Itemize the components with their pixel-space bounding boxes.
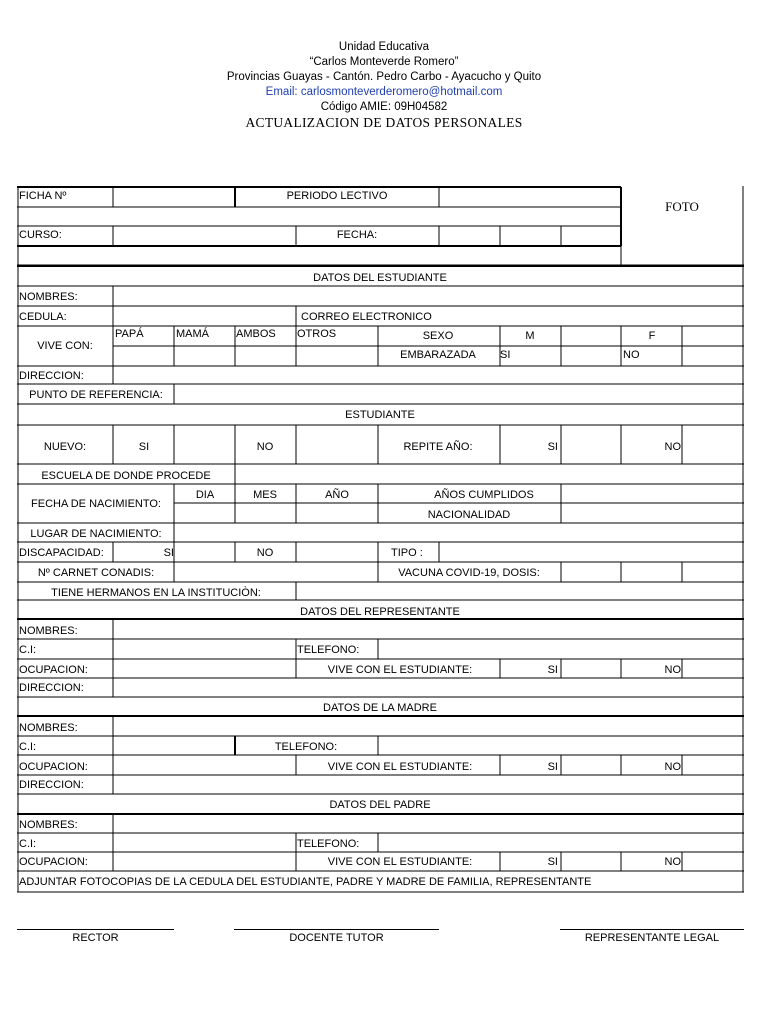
label-rep-nombres: NOMBRES: (19, 625, 78, 637)
label-periodo: PERIODO LECTIVO (286, 190, 388, 202)
label-m: M (525, 330, 535, 342)
school-label: Unidad Educativa (338, 41, 430, 53)
label-madre-nombres: NOMBRES: (19, 722, 78, 734)
label-repite-si: SI (547, 441, 558, 453)
label-nuevo: NUEVO: (43, 441, 87, 453)
label-punto-referencia: PUNTO DE REFERENCIA: (29, 389, 163, 401)
label-rep-telefono: TELEFONO: (297, 644, 360, 656)
label-padre-no: NO (664, 856, 681, 868)
school-amie: Código AMIE: 09H04582 (320, 101, 448, 113)
signature-representante-label: REPRESENTANTE LEGAL (584, 932, 720, 944)
label-padre-telefono: TELEFONO: (297, 838, 360, 850)
signature-docente (234, 929, 439, 944)
label-fecha-nacimiento: FECHA DE NACIMIENTO: (31, 498, 161, 510)
label-adjuntar: ADJUNTAR FOTOCOPIAS DE LA CEDULA DEL ESTUDIANTE, PADRE Y MADRE DE FAMILIA, REPRESENTANTE (19, 876, 592, 888)
label-mes: MES (253, 489, 277, 501)
label-embarazada-no: NO (623, 349, 640, 361)
label-conadis: Nº CARNET CONADIS: (37, 567, 155, 579)
label-embarazada: EMBARAZADA (400, 349, 476, 361)
label-repite-no: NO (664, 441, 681, 453)
label-anios-cumplidos: AÑOS CUMPLIDOS (434, 489, 534, 501)
label-tipo: TIPO : (391, 547, 423, 559)
section-datos-madre: DATOS DE LA MADRE (323, 702, 437, 714)
label-nombres: NOMBRES: (19, 291, 78, 303)
label-discapacidad-si: SI (163, 547, 174, 559)
signature-representante (560, 929, 744, 944)
section-estudiante: ESTUDIANTE (345, 409, 415, 421)
label-rep-direccion: DIRECCION: (19, 682, 84, 694)
label-hermanos: TIENE HERMANOS EN LA INSTITUCIÒN: (51, 587, 261, 599)
label-madre-ci: C.I: (19, 741, 37, 753)
school-address: Provincias Guayas - Cantón. Pedro Carbo - Ayacucho y Quito (226, 71, 542, 83)
label-repite: REPITE AÑO: (403, 441, 473, 453)
label-rep-ocupacion: OCUPACION: (19, 664, 88, 676)
label-rep-no: NO (664, 664, 681, 676)
label-ficha: FICHA Nº (19, 190, 67, 202)
page-title: ACTUALIZACION DE DATOS PERSONALES (245, 115, 523, 130)
signature-docente-label: DOCENTE TUTOR (289, 932, 384, 944)
label-mama: MAMÁ (176, 328, 209, 340)
label-padre-vive: VIVE CON EL ESTUDIANTE: (327, 856, 473, 868)
label-papa: PAPÁ (115, 328, 144, 340)
label-vacuna: VACUNA COVID-19, DOSIS: (398, 567, 540, 579)
label-nuevo-si: SI (138, 441, 150, 453)
label-rep-vive: VIVE CON EL ESTUDIANTE: (327, 664, 473, 676)
school-email: Email: carlosmonteverderomero@hotmail.com (265, 86, 503, 98)
label-dia: DIA (195, 489, 215, 501)
school-header (0, 40, 768, 130)
personal-data-form (17, 186, 744, 894)
label-anio: AÑO (325, 489, 349, 501)
label-nuevo-no: NO (256, 441, 274, 453)
label-cedula: CEDULA: (19, 311, 67, 323)
label-foto: FOTO (665, 199, 699, 214)
label-escuela: ESCUELA DE DONDE PROCEDE (41, 470, 211, 482)
label-madre-direccion: DIRECCION: (19, 779, 84, 791)
label-madre-telefono: TELEFONO: (274, 741, 338, 753)
label-discapacidad: DISCAPACIDAD: (19, 547, 104, 559)
label-direccion: DIRECCION: (19, 370, 84, 382)
label-discapacidad-no: NO (256, 547, 274, 559)
label-f: F (648, 330, 656, 342)
label-embarazada-si: SI (500, 349, 511, 361)
label-fecha: FECHA: (336, 229, 378, 241)
label-nacionalidad: NACIONALIDAD (427, 509, 511, 521)
label-padre-ci: C.I: (19, 838, 37, 850)
signature-rector (17, 929, 174, 944)
label-rep-ci: C.I: (19, 644, 37, 656)
section-datos-representante: DATOS DEL REPRESENTANTE (300, 606, 460, 618)
label-curso: CURSO: (19, 229, 62, 241)
label-correo: CORREO ELECTRONICO (301, 311, 432, 323)
label-madre-si: SI (547, 761, 558, 773)
signature-rector-label: RECTOR (72, 932, 119, 944)
label-madre-no: NO (664, 761, 681, 773)
label-vive-con: VIVE CON: (37, 340, 93, 352)
label-rep-si: SI (547, 664, 558, 676)
label-ambos: AMBOS (236, 328, 276, 340)
label-padre-si: SI (547, 856, 558, 868)
label-padre-ocupacion: OCUPACION: (19, 856, 88, 868)
section-datos-estudiante: DATOS DEL ESTUDIANTE (313, 272, 447, 284)
label-madre-vive: VIVE CON EL ESTUDIANTE: (327, 761, 473, 773)
label-sexo: SEXO (422, 330, 454, 342)
label-madre-ocupacion: OCUPACION: (19, 761, 88, 773)
label-lugar-nacimiento: LUGAR DE NACIMIENTO: (30, 528, 162, 540)
label-padre-nombres: NOMBRES: (19, 819, 78, 831)
school-name: “Carlos Monteverde Romero” (309, 56, 459, 68)
section-datos-padre: DATOS DEL PADRE (329, 799, 431, 811)
label-otros: OTROS (297, 328, 337, 340)
